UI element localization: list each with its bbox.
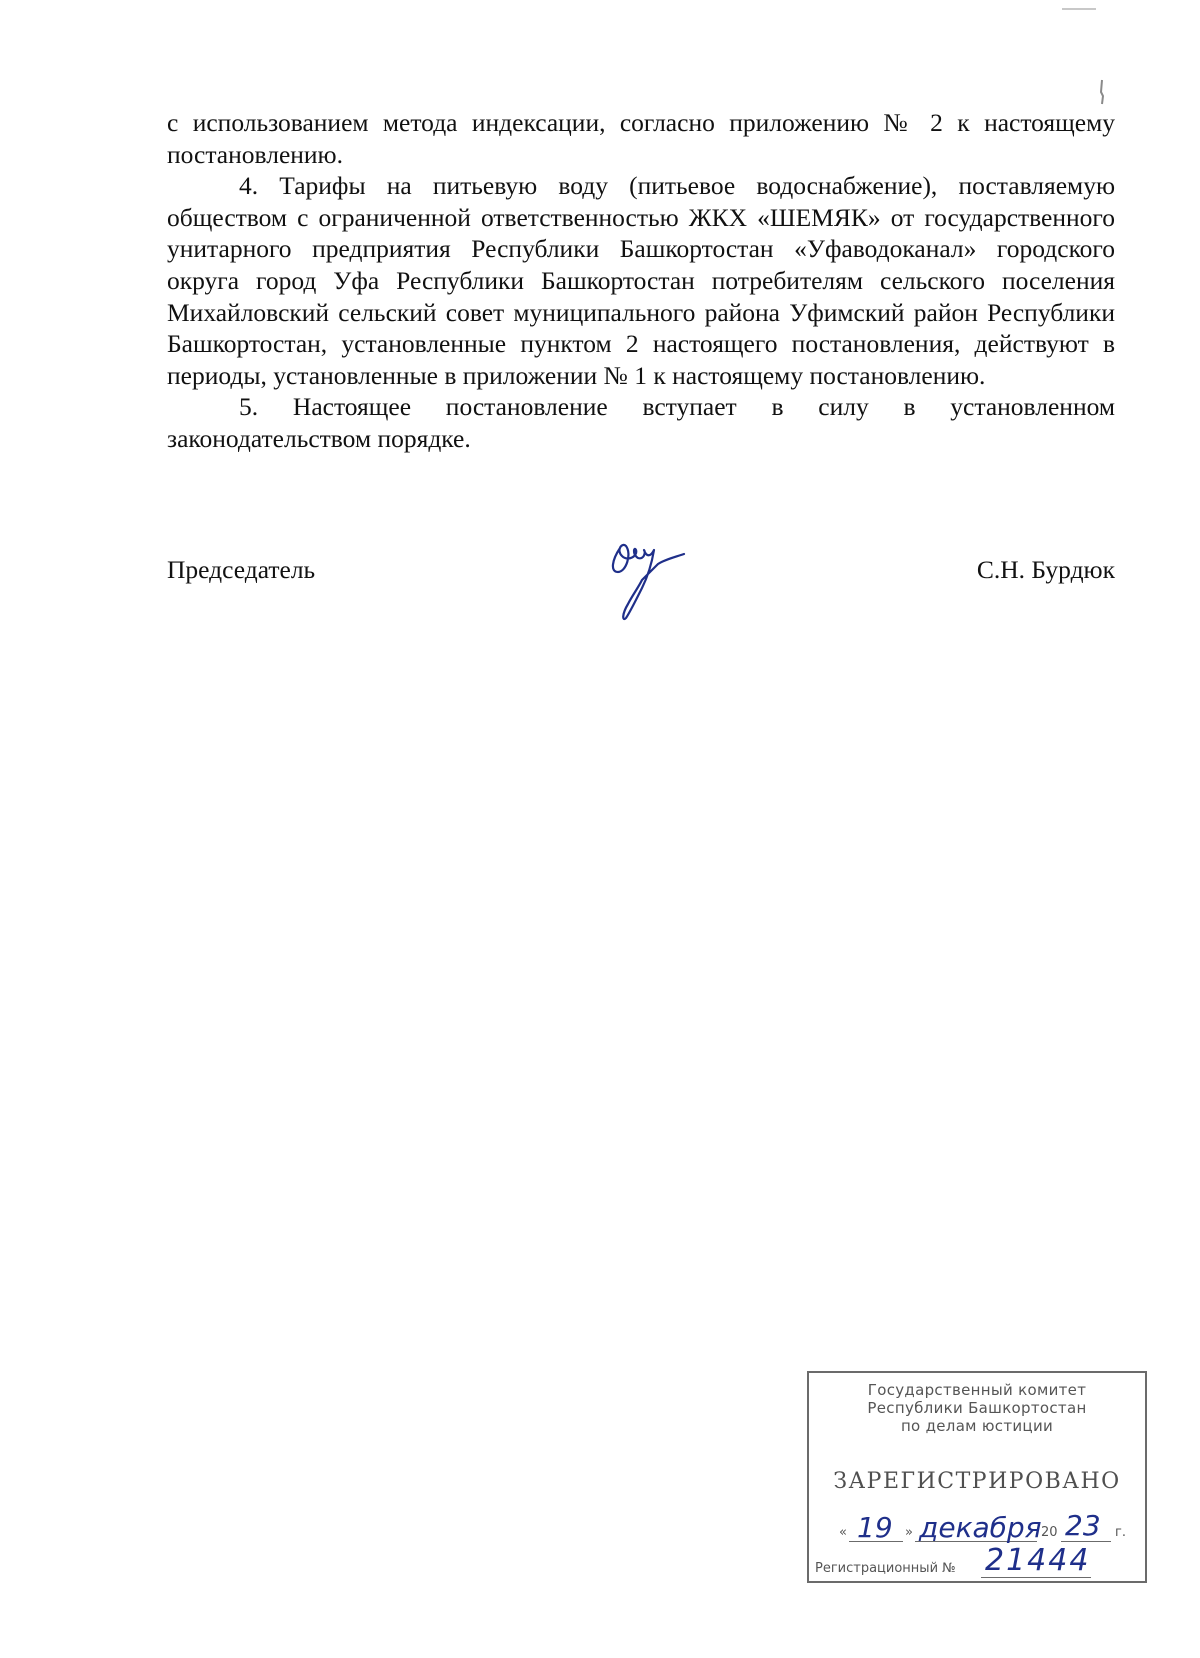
stamp-month: декабря [919, 1511, 1042, 1544]
stamp-registration-label: Регистрационный № [815, 1561, 956, 1576]
stamp-year: 23 [1065, 1509, 1101, 1542]
stamp-organization [809, 1381, 1145, 1435]
stamp-registration-number: 21444 [985, 1543, 1091, 1578]
handwritten-signature [592, 520, 702, 625]
stamp-quote-close: » [905, 1525, 913, 1540]
scan-edge-mark [1060, 0, 1100, 6]
stamp-day: 19 [857, 1511, 893, 1544]
stamp-org-line: Республики Башкортостан [867, 1399, 1087, 1417]
paragraph-continuation: с использованием метода индексации, согласно приложению № 2 к настоящему постановлению. [167, 108, 1115, 169]
document-body [167, 107, 1115, 455]
registration-stamp [807, 1371, 1147, 1583]
stamp-registration-row [815, 1543, 1141, 1579]
signature-title: Председатель [167, 555, 316, 584]
paragraph-item-5: 5. Настоящее постановление вступает в силу в установленном законодательством порядке. [167, 392, 1115, 453]
stamp-org-line: по делам юстиции [900, 1417, 1054, 1435]
stamp-org-line: Государственный комитет [867, 1381, 1087, 1399]
paragraph-item-4: 4. Тарифы на питьевую воду (питьевое водоснабжение), поставляемую обществом с ограниченной ответственностью ЖКХ «ШЕМЯК» от государственного унитарного предприятия Республики Башкортостан «Уфаводоканал» городского округа город Уфа Республики Башкортостан потребителям сельского поселения Михайловский сельский совет муниципального района Уфимский район Республики Башкортостан, установленные пунктом 2 настоящего постановления, действуют в периоды, установленные в приложении № 1 к настоящему постановлению. [167, 171, 1115, 390]
stamp-year-unit: г. [1115, 1525, 1126, 1540]
signatory-name: С.Н. Бурдюк [976, 555, 1115, 584]
stamp-registered-title: ЗАРЕГИСТРИРОВАНО [833, 1469, 1121, 1494]
stamp-year-prefix: 20 [1041, 1525, 1058, 1540]
stamp-date-row [839, 1509, 1139, 1543]
stamp-quote-open: « [839, 1525, 847, 1540]
scan-corner-mark [1098, 78, 1106, 106]
